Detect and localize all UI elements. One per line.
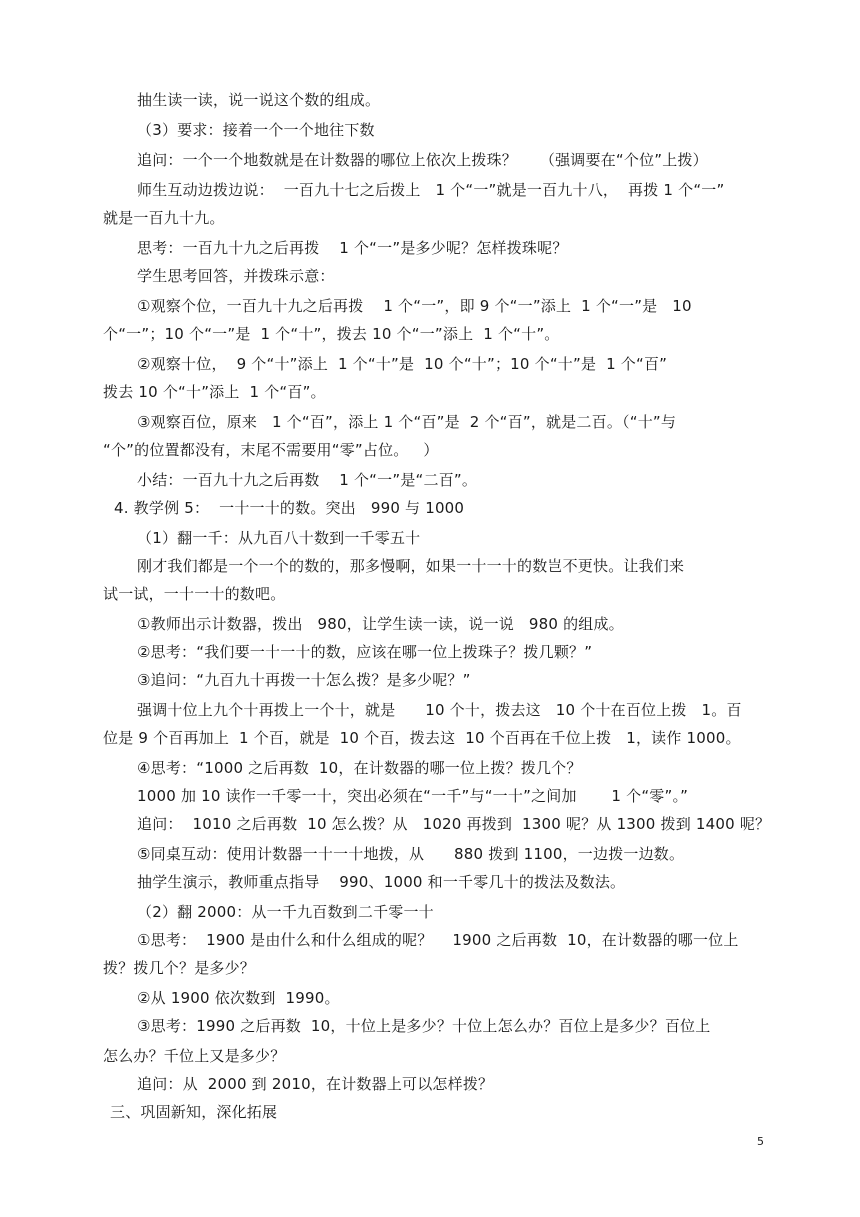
text-line: 追问：从 2000 到 2010，在计数器上可以怎样拨？	[137, 1075, 494, 1093]
text-line: ①思考： 1900 是由什么和什么组成的呢？ 1900 之后再数 10，在计数器的哪一位上	[137, 931, 739, 949]
text-line: 拨去 10 个“十”添上 1 个“百”。	[103, 383, 326, 401]
text-line: （1）翻一千：从九百八十数到一千零五十	[137, 529, 421, 547]
text-line: 试一试，一十一十的数吧。	[103, 585, 286, 603]
text-line: 就是一百九十九。	[103, 209, 225, 227]
section-heading: 三、巩固新知，深化拓展	[110, 1103, 278, 1121]
text-line: （2）翻 2000：从一千九百数到二千零一十	[137, 903, 434, 921]
text-line: 小结：一百九十九之后再数 1 个“一”是“二百”。	[137, 471, 478, 489]
text-line: ③追问：“九百九十再拨一十怎么拨？是多少呢？”	[137, 671, 471, 689]
page-number: 5	[757, 1135, 764, 1148]
text-line: 位是 9 个百再加上 1 个百，就是 10 个百，拨去这 10 个百再在千位上拨 1，读作 1000。	[103, 729, 741, 747]
text-line: ②思考：“我们要一十一十的数，应该在哪一位上拨珠子？拨几颗？”	[137, 643, 593, 661]
text-line: 抽学生演示，教师重点指导 990、1000 和一千零几十的拨法及数法。	[137, 873, 626, 891]
text-line: ①教师出示计数器，拨出 980，让学生读一读，说一说 980 的组成。	[137, 615, 624, 633]
text-line: ⑤同桌互动：使用计数器一十一十地拨，从 880 拨到 1100，一边拨一边数。	[137, 845, 685, 863]
text-line: 抽生读一读，说一说这个数的组成。	[137, 91, 381, 109]
text-line: 1000 加 10 读作一千零一十，突出必须在“一千”与“一十”之间加 1 个“零”。”	[137, 787, 689, 805]
text-line: ①观察个位，一百九十九之后再拨 1 个“一”，即 9 个“一”添上 1 个“一”是 10	[137, 297, 692, 315]
text-line: ④思考：“1000 之后再数 10，在计数器的哪一位上拨？拨几个？	[137, 759, 582, 777]
text-line: 怎么办？千位上又是多少？	[103, 1047, 286, 1065]
text-line: ②从 1900 依次数到 1990。	[137, 989, 340, 1007]
text-line: “个”的位置都没有，末尾不需要用“零”占位。 ）	[103, 441, 439, 459]
text-line: 拨？拨几个？是多少？	[103, 959, 256, 977]
text-line: 个“一”；10 个“一”是 1 个“十”，拨去 10 个“一”添上 1 个“十”。	[103, 325, 560, 343]
text-line: ②观察十位， 9 个“十”添上 1 个“十”是 10 个“十”；10 个“十”是 1 个“百”	[137, 355, 668, 373]
text-line: 思考：一百九十九之后再拨 1 个“一”是多少呢？怎样拨珠呢？	[137, 239, 568, 257]
text-line: 追问：一个一个地数就是在计数器的哪位上依次上拨珠？ （强调要在“个位”上拨）	[137, 151, 708, 169]
text-line: 师生互动边拨边说： 一百九十七之后拨上 1 个“一”就是一百九十八， 再拨 1 个“一”	[137, 181, 725, 199]
text-line: ③思考：1990 之后再数 10，十位上是多少？十位上怎么办？百位上是多少？百位上	[137, 1017, 711, 1035]
text-line: ③观察百位，原来 1 个“百”，添上 1 个“百”是 2 个“百”，就是二百。（“十”与	[137, 413, 677, 431]
text-line: 强调十位上九个十再拨上一个十，就是 10 个十，拨去这 10 个十在百位上拨 1。百	[137, 701, 742, 719]
text-line: 追问： 1010 之后再数 10 怎么拨？从 1020 再拨到 1300 呢？从 1300 拨到 1400 呢？	[137, 815, 771, 833]
section-heading: 4. 教学例 5： 一十一十的数。突出 990 与 1000	[114, 499, 465, 517]
text-line: （3）要求：接着一个一个地往下数	[137, 121, 375, 139]
text-line: 学生思考回答，并拨珠示意：	[137, 267, 335, 285]
text-line: 刚才我们都是一个一个的数的，那多慢啊，如果一十一十的数岂不更快。让我们来	[137, 557, 685, 575]
